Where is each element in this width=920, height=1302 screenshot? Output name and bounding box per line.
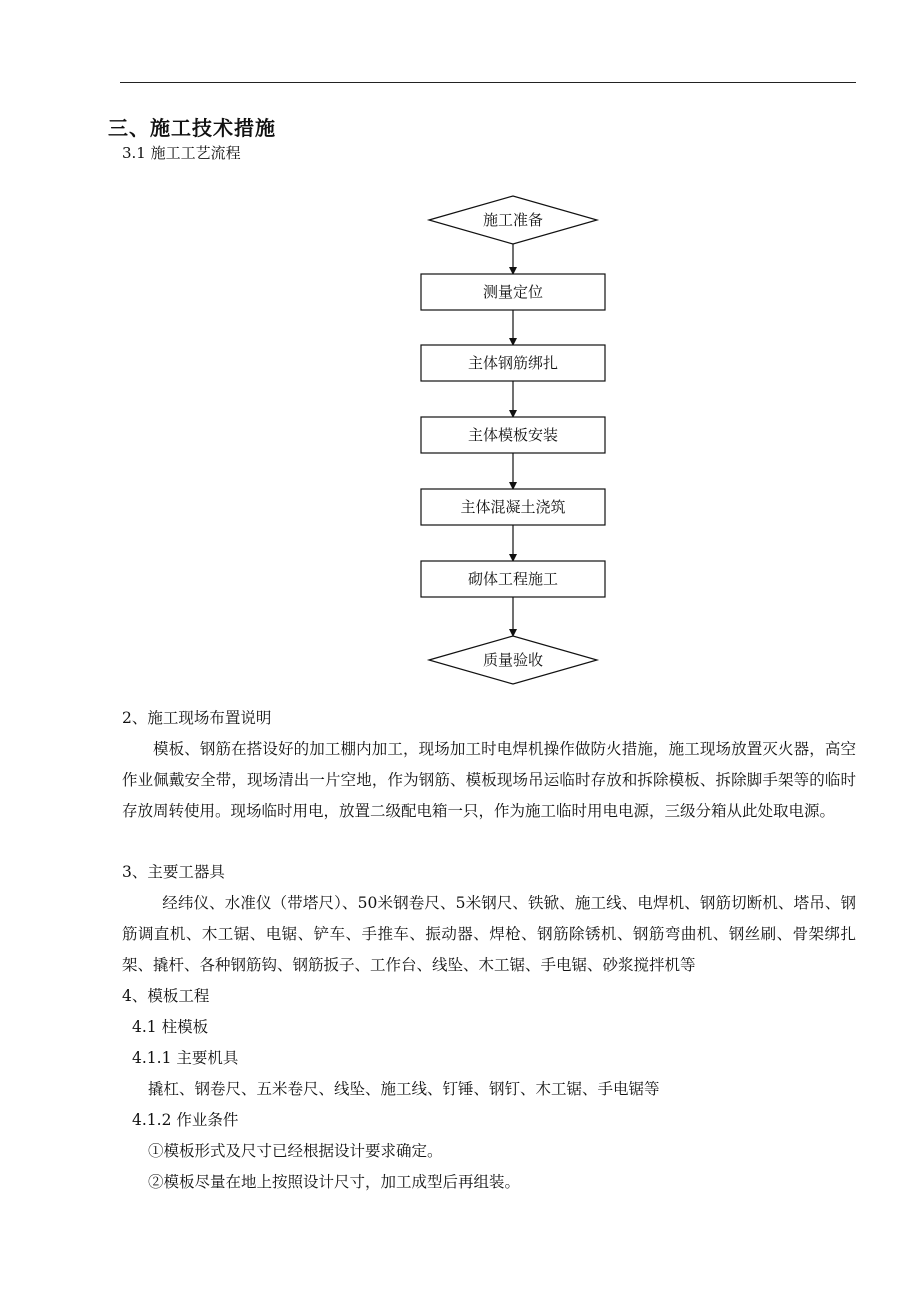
flow-step-3-label: 主体钢筋绑扎 <box>467 354 559 372</box>
tools-heading: 3、主要工器具 <box>122 863 225 881</box>
tools-paragraph: 经纬仪、水准仪（带塔尺）、50米钢卷尺、5米钢尺、铁锨、施工线、电焊机、钢筋切断机、塔吊、钢筋调直机、木工锯、电锯、铲车、手推车、振动器、焊枪、钢筋除锈机、钢筋弯曲机、钢丝刷、骨架绑扎架、撬杆、各种钢筋钩、钢筋扳子、工作台、线坠、木工锯、手电锯、砂浆搅拌机等 <box>122 894 856 974</box>
conditions-heading: 4.1.2 作业条件 <box>132 1111 239 1129</box>
header-rule <box>120 82 856 83</box>
flow-step-4-label: 主体模板安装 <box>467 426 559 444</box>
layout-notes-paragraph: 模板、钢筋在搭设好的加工棚内加工，现场加工时电焊机操作做防火措施，施工现场放置灭火器，高空作业佩戴安全带，现场清出一片空地，作为钢筋、模板现场吊运临时存放和拆除模板、拆除脚手架等的临时存放周转使用。现场临时用电，放置二级配电箱一只，作为施工临时用电电源，三级分箱从此处取电源。 <box>122 740 856 820</box>
condition-item-2: ②模板尽量在地上按照设计尺寸，加工成型后再组装。 <box>148 1173 521 1191</box>
flow-step-2-label: 测量定位 <box>482 283 544 301</box>
flow-step-7-label: 质量验收 <box>482 651 544 669</box>
layout-notes-heading: 2、施工现场布置说明 <box>122 709 272 727</box>
flow-subheading: 3.1 施工工艺流程 <box>122 144 241 162</box>
section-heading: 三、施工技术措施 <box>108 116 276 140</box>
machines-list: 撬杠、钢卷尺、五米卷尺、线坠、施工线、钉锤、钢钉、木工锯、手电锯等 <box>148 1080 660 1098</box>
flow-step-6-label: 砌体工程施工 <box>467 570 559 588</box>
flow-step-5-label: 主体混凝土浇筑 <box>460 498 566 516</box>
process-flowchart <box>400 190 630 690</box>
condition-item-1: ①模板形式及尺寸已经根据设计要求确定。 <box>148 1142 443 1160</box>
column-formwork-heading: 4.1 柱模板 <box>132 1018 209 1036</box>
flow-step-1-label: 施工准备 <box>482 211 544 229</box>
machines-heading: 4.1.1 主要机具 <box>132 1049 239 1067</box>
formwork-heading: 4、模板工程 <box>122 987 210 1005</box>
